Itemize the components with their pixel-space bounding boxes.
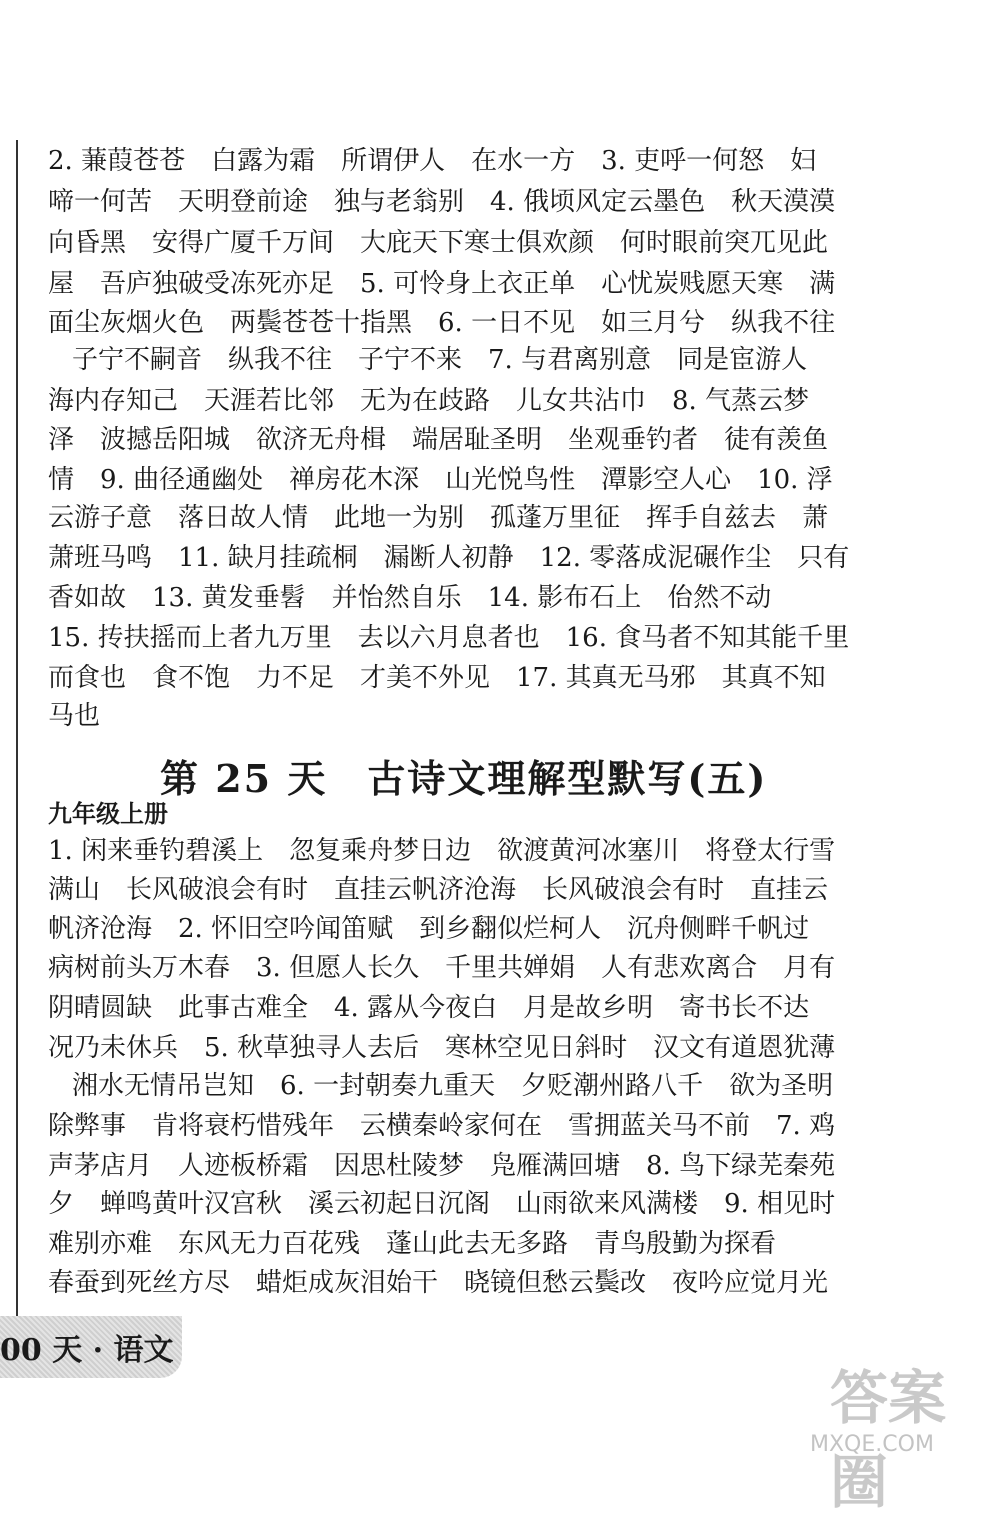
text-line: 阴晴圆缺 此事古难全 4. 露从今夜白 月是故乡明 寄书长不达 xyxy=(48,993,810,1023)
text-line: 而食也 食不饱 力不足 才美不外见 17. 其真无马邪 其真不知 xyxy=(48,663,826,693)
section-heading: 第 25 天 古诗文理解型默写(五) xyxy=(160,756,768,801)
text-line: 海内存知己 天涯若比邻 无为在歧路 儿女共沾巾 8. 气蒸云梦 xyxy=(48,386,810,416)
text-line: 声茅店月 人迹板桥霜 因思杜陵梦 凫雁满回塘 8. 鸟下绿芜秦苑 xyxy=(48,1151,836,1181)
watermark-site: MXQE.COM xyxy=(810,1432,934,1457)
text-line: 帆济沧海 2. 怀旧空吟闻笛赋 到乡翻似烂柯人 沉舟侧畔千帆过 xyxy=(48,914,810,944)
text-line: 15. 抟扶摇而上者九万里 去以六月息者也 16. 食马者不知其能千里 xyxy=(48,623,850,653)
text-line: 难别亦难 东风无力百花残 蓬山此去无多路 青鸟殷勤为探看 xyxy=(48,1229,777,1259)
footer-label: 00 天 · 语文 xyxy=(0,1333,174,1368)
section-subheading: 九年级上册 xyxy=(48,800,168,828)
text-line: 病树前头万木春 3. 但愿人长久 千里共婵娟 人有悲欢离合 月有 xyxy=(48,953,836,983)
text-line: 夕 蝉鸣黄叶汉宫秋 溪云初起日沉阁 山雨欲来风满楼 9. 相见时 xyxy=(48,1189,836,1219)
text-line: 子宁不嗣音 纵我不往 子宁不来 7. 与君离别意 同是宦游人 xyxy=(72,345,808,375)
text-line: 况乃未休兵 5. 秋草独寻人去后 寒林空见日斜时 汉文有道恩犹薄 xyxy=(48,1033,836,1063)
watermark-logo: 答案圈 xyxy=(830,1364,947,1516)
text-line: 春蚕到死丝方尽 蜡炬成灰泪始干 晓镜但愁云鬓改 夜吟应觉月光 xyxy=(48,1268,829,1298)
text-line: 萧班马鸣 11. 缺月挂疏桐 漏断人初静 12. 零落成泥碾作尘 只有 xyxy=(48,543,850,573)
text-line: 向昏黑 安得广厦千万间 大庇天下寒士俱欢颜 何时眼前突兀见此 xyxy=(48,228,829,258)
text-line: 情 9. 曲径通幽处 禅房花木深 山光悦鸟性 潭影空人心 10. 浮 xyxy=(48,465,833,495)
watermark xyxy=(790,1351,980,1516)
text-line: 满山 长风破浪会有时 直挂云帆济沧海 长风破浪会有时 直挂云 xyxy=(48,875,829,905)
text-line: 啼一何苦 天明登前途 独与老翁别 4. 俄顷风定云墨色 秋天漠漠 xyxy=(48,187,836,217)
text-line: 云游子意 落日故人情 此地一为别 孤蓬万里征 挥手自兹去 萧 xyxy=(48,503,829,533)
text-line: 香如故 13. 黄发垂髫 并怡然自乐 14. 影布石上 佁然不动 xyxy=(48,583,772,613)
text-line: 面尘灰烟火色 两鬓苍苍十指黑 6. 一日不见 如三月兮 纵我不往 xyxy=(48,308,836,338)
text-line: 马也 xyxy=(48,701,101,731)
margin-rule xyxy=(16,140,18,1325)
text-line: 屋 吾庐独破受冻死亦足 5. 可怜身上衣正单 心忧炭贱愿天寒 满 xyxy=(48,269,836,299)
text-line: 泽 波撼岳阳城 欲济无舟楫 端居耻圣明 坐观垂钓者 徒有羡鱼 xyxy=(48,425,829,455)
text-line: 除弊事 肯将衰朽惜残年 云横秦岭家何在 雪拥蓝关马不前 7. 鸡 xyxy=(48,1111,836,1141)
text-line: 2. 蒹葭苍苍 白露为霜 所谓伊人 在水一方 3. 吏呼一何怒 妇 xyxy=(48,146,817,176)
text-line: 湘水无情吊岂知 6. 一封朝奏九重天 夕贬潮州路八千 欲为圣明 xyxy=(72,1071,834,1101)
text-line: 1. 闲来垂钓碧溪上 忽复乘舟梦日边 欲渡黄河冰塞川 将登太行雪 xyxy=(48,836,836,866)
